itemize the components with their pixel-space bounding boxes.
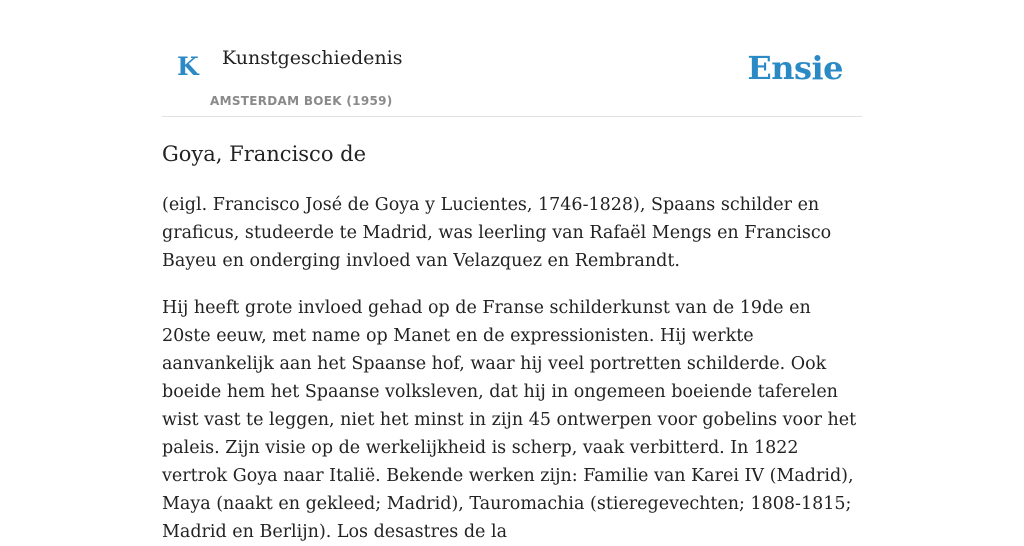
source-logo-icon[interactable]: K	[177, 52, 199, 81]
source-title-link[interactable]: Kunstgeschiedenis	[222, 47, 403, 69]
source-subtitle: AMSTERDAM BOEK (1959)	[210, 94, 393, 108]
article-paragraph: Hij heeft grote invloed gehad op de Franse schilderkunst van de 19de en 20ste eeuw, met name op Manet en de expressionisten. Hij werkte aanvankelijk aan het Spaanse hof, waar hij veel portretten schilderde. Ook boeide hem het Spaanse volksleven, dat hij in ongemeen boeiende taferelen wist vast te leggen, niet het minst in zijn 45 ontwerpen voor gobelins voor het paleis. Zijn visie op de werkelijkheid is scherp, vaak verbitterd. In 1822 vertrok Goya naar Italië. Bekende werken zijn: Familie van Karei IV (Madrid), Maya (naakt en gekleed; Madrid), Tauromachia (stieregevechten; 1808-1815; Madrid en Berlijn). Los desastres de la	[162, 298, 857, 542]
source-header	[162, 0, 862, 117]
article-title: Goya, Francisco de	[162, 142, 367, 166]
brand-logo[interactable]: Ensie	[747, 49, 843, 87]
article-paragraph: (eigl. Francisco José de Goya y Lucientes, 1746-1828), Spaans schilder en graficus, studeerde te Madrid, was leerling van Rafaël Mengs en Francisco Bayeu en onderging invloed van Velazquez en Rembrandt.	[162, 195, 832, 271]
article	[162, 138, 862, 546]
